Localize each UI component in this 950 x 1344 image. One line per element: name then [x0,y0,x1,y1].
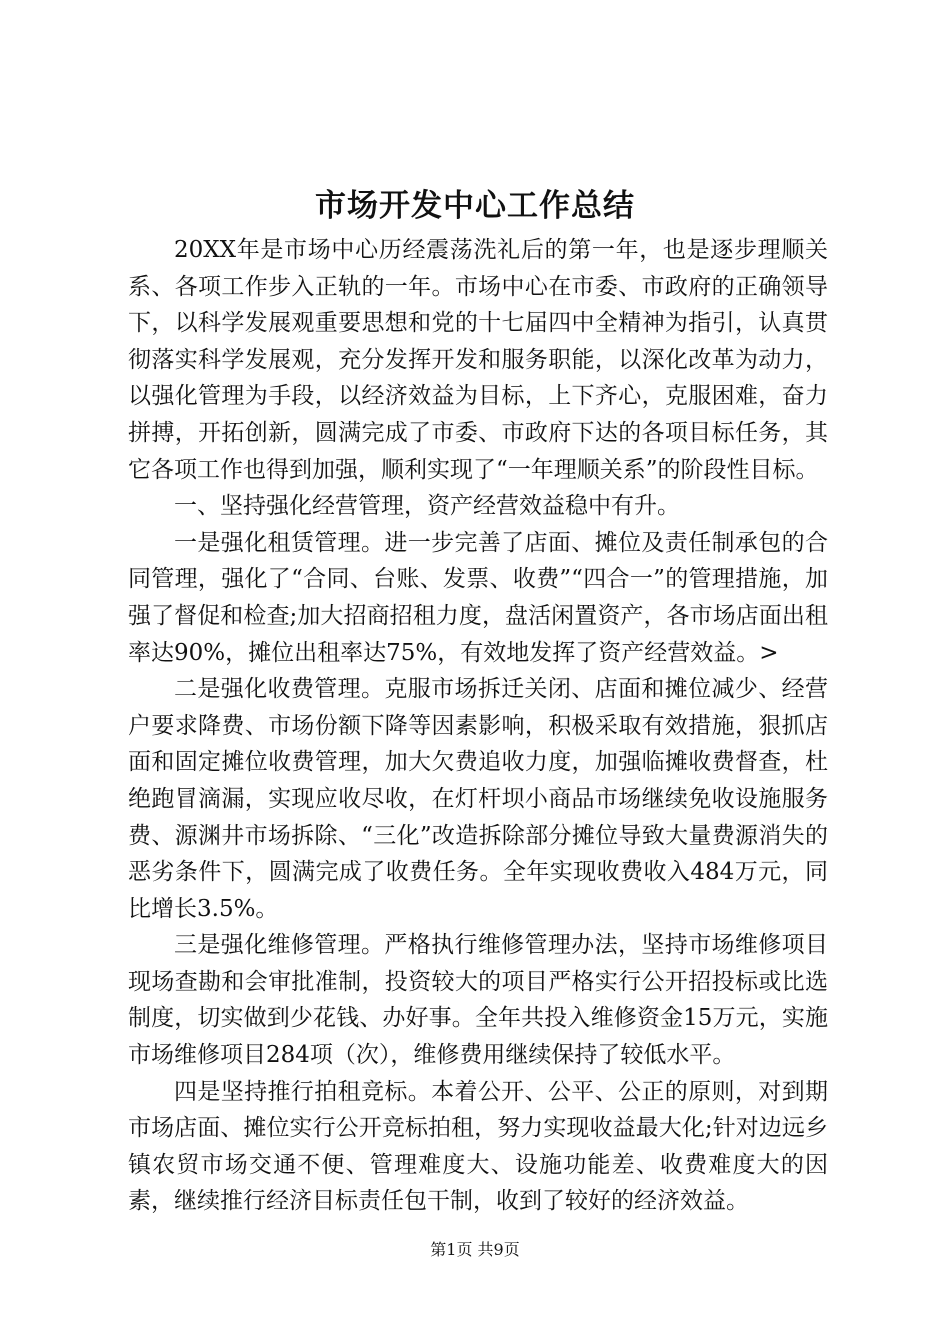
paragraph-lease-management: 一是强化租赁管理。进一步完善了店面、摊位及责任制承包的合同管理，强化了“合同、台账、发票、收费”“四合一”的管理措施，加强了督促和检查;加大招商招租力度，盘活闲置资产，各市场店面出租率达90%，摊位出租率达75%，有效地发挥了资产经营效益。> [128,529,828,666]
section-heading-1: 一、坚持强化经营管理，资产经营效益稳中有升。 [174,493,680,520]
document-body [128,232,828,1220]
paragraph-auction-bidding: 四是坚持推行拍租竞标。本着公开、公平、公正的原则，对到期市场店面、摊位实行公开竞标拍租，努力实现收益最大化;针对边远乡镇农贸市场交通不便、管理难度大、设施功能差、收费难度大的因素，继续推行经济目标责任包干制，收到了较好的经济效益。 [128,1078,828,1215]
paragraph-intro: 20XX年是市场中心历经震荡洗礼后的第一年，也是逐步理顺关系、各项工作步入正轨的一年。市场中心在市委、市政府的正确领导下，以科学发展观重要思想和党的十七届四中全精神为指引，认真贯彻落实科学发展观，充分发挥开发和服务职能，以深化改革为动力，以强化管理为手段，以经济效益为目标，上下齐心，克服困难，奋力拼搏，开拓创新，圆满完成了市委、市政府下达的各项目标任务，其它各项工作也得到加强，顺利实现了“一年理顺关系”的阶段性目标。 [128,237,828,483]
document-title: 市场开发中心工作总结 [315,188,635,224]
paragraph-fee-management: 二是强化收费管理。克服市场拆迁关闭、店面和摊位减少、经营户要求降费、市场份额下降等因素影响，积极采取有效措施，狠抓店面和固定摊位收费管理，加大欠费追收力度，加强临摊收费督查，杜绝跑冒滴漏，实现应收尽收，在灯杆坝小商品市场继续免收设施服务费、源渊井市场拆除、“三化”改造拆除部分摊位导致大量费源消失的恶劣条件下，圆满完成了收费任务。全年实现收费收入484万元，同比增长3.5%。 [128,676,828,922]
page-footer: 第1页 共9页 [430,1240,520,1259]
paragraph-maintenance-management: 三是强化维修管理。严格执行维修管理办法，坚持市场维修项目现场查勘和会审批准制，投资较大的项目严格实行公开招投标或比选制度，切实做到少花钱、办好事。全年共投入维修资金15万元，实施市场维修项目284项（次），维修费用继续保持了较低水平。 [128,932,828,1069]
